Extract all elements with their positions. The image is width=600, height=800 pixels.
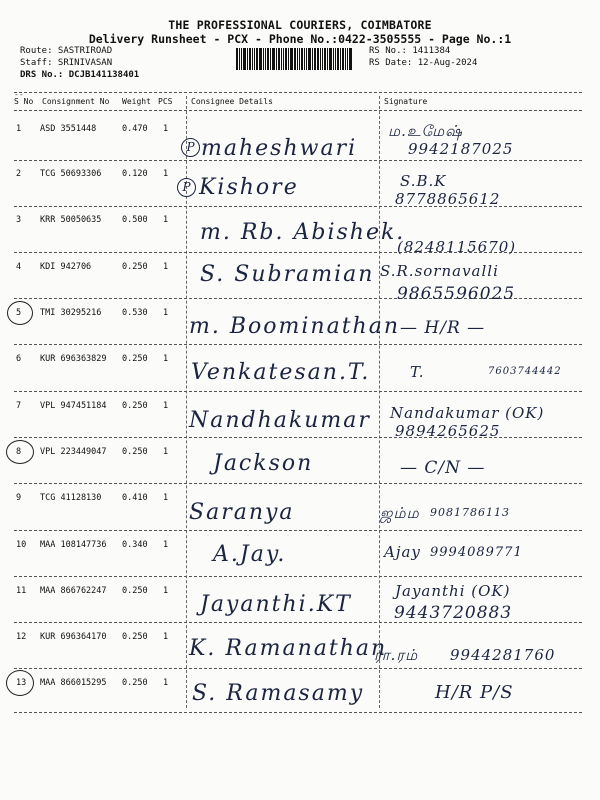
row-divider — [14, 576, 582, 577]
row-pcs: 1 — [163, 262, 169, 272]
signature: S.B.K — [400, 172, 447, 190]
barcode-bar — [236, 48, 238, 70]
table-row — [0, 169, 600, 209]
signature-phone: 8778865612 — [395, 190, 501, 208]
barcode-bar — [345, 48, 346, 70]
barcode-bar — [324, 48, 326, 70]
barcode-bar — [267, 48, 269, 70]
col-header-signature: Signature — [384, 97, 428, 106]
row-weight: 0.250 — [122, 632, 148, 642]
barcode-bar — [270, 48, 271, 70]
row-pcs: 1 — [163, 308, 169, 318]
staff-label: Staff: SRINIVASAN — [20, 58, 113, 68]
row-weight: 0.340 — [122, 540, 148, 550]
column-header-rule — [14, 110, 582, 111]
barcode-bar — [301, 48, 303, 70]
row-divider — [14, 483, 582, 484]
barcode-bar — [329, 48, 332, 70]
row-pcs: 1 — [163, 540, 169, 550]
barcode-bar — [283, 48, 284, 70]
row-consignment: MAA 866762247 — [40, 586, 107, 596]
row-sno: 13 — [16, 678, 27, 688]
row-weight: 0.250 — [122, 401, 148, 411]
row-sno: 10 — [16, 540, 27, 550]
barcode-bar — [290, 48, 293, 70]
barcode-bar — [320, 48, 321, 70]
barcode-bar — [297, 48, 298, 70]
row-weight: 0.250 — [122, 447, 148, 457]
row-pcs: 1 — [163, 447, 169, 457]
consignee-name: S. Subramian — [200, 262, 375, 287]
row-pcs: 1 — [163, 215, 169, 225]
p-circle-mark: P — [177, 178, 196, 197]
signature-phone: 9944281760 — [450, 646, 556, 664]
barcode-bar — [272, 48, 275, 70]
row-weight: 0.500 — [122, 215, 148, 225]
row-sno: 4 — [16, 262, 22, 272]
row-weight: 0.250 — [122, 586, 148, 596]
barcode-bar — [340, 48, 341, 70]
barcode-bar — [308, 48, 311, 70]
consignee-name: Venkatesan.T. — [191, 360, 371, 385]
row-weight: 0.250 — [122, 678, 148, 688]
row-sno: 5 — [16, 308, 22, 318]
barcode-bar — [252, 48, 253, 70]
consignee-name: Jayanthi.KT — [200, 592, 352, 617]
barcode-bar — [239, 48, 240, 70]
table-row — [0, 493, 600, 533]
row-divider — [14, 344, 582, 345]
row-sno: 2 — [16, 169, 22, 179]
route-label: Route: SASTRIROAD — [20, 46, 113, 56]
row-consignment: KUR 696363829 — [40, 354, 107, 364]
row-sno: 1 — [16, 124, 22, 134]
row-pcs: 1 — [163, 401, 169, 411]
barcode-bar — [288, 48, 289, 70]
barcode-bar — [335, 48, 336, 70]
row-sno: 7 — [16, 401, 22, 411]
row-weight: 0.470 — [122, 124, 148, 134]
col-header-consignee: Consignee Details — [191, 97, 273, 106]
sno-circle-mark — [6, 440, 34, 464]
row-pcs: 1 — [163, 632, 169, 642]
row-consignment: ASD 3551448 — [40, 124, 97, 134]
row-pcs: 1 — [163, 354, 169, 364]
consignee-name: K. Ramanathan — [189, 636, 388, 661]
barcode-bar — [265, 48, 266, 70]
row-consignment: VPL 947451184 — [40, 401, 107, 411]
barcode-bar — [285, 48, 287, 70]
barcode-bar — [281, 48, 282, 70]
row-weight: 0.530 — [122, 308, 148, 318]
signature-phone: 9081786113 — [430, 506, 510, 519]
signature-phone: 9865596025 — [397, 284, 516, 304]
row-weight: 0.120 — [122, 169, 148, 179]
barcode-bar — [314, 48, 316, 70]
barcode-bar — [247, 48, 248, 70]
barcode-bar — [243, 48, 246, 70]
row-pcs: 1 — [163, 493, 169, 503]
rs-number: RS No.: 1411384 — [369, 46, 451, 56]
row-weight: 0.410 — [122, 493, 148, 503]
barcode — [236, 48, 362, 70]
barcode-bar — [347, 48, 348, 70]
row-consignment: VPL 223449047 — [40, 447, 107, 457]
consignee-name: m. Boominathan — [189, 314, 400, 339]
barcode-bar — [294, 48, 296, 70]
signature: H/R P/S — [435, 682, 514, 703]
signature: Jayanthi (OK) — [395, 582, 511, 600]
row-pcs: 1 — [163, 124, 169, 134]
barcode-bar — [256, 48, 258, 70]
row-consignment: TMI 30295216 — [40, 308, 102, 318]
row-sno: 11 — [16, 586, 27, 596]
signature: ம.உமேஷ் — [388, 122, 463, 140]
signature: — H/R — — [400, 318, 486, 338]
barcode-bar — [254, 48, 255, 70]
consignee-name: Jackson — [213, 451, 314, 476]
barcode-bar — [349, 48, 352, 70]
row-consignment: KDI 942706 — [40, 262, 92, 272]
separator-dashes: -- — [14, 90, 24, 99]
rs-info — [369, 45, 477, 69]
barcode-bar — [241, 48, 242, 70]
p-circle-mark: P — [181, 138, 200, 157]
signature: Ajay — [384, 543, 421, 561]
signature-phone: 9994089771 — [430, 545, 523, 560]
signature-phone: 7603744442 — [488, 366, 562, 377]
signature-phone: 9443720883 — [394, 603, 513, 623]
row-divider — [14, 391, 582, 392]
barcode-bar — [278, 48, 280, 70]
row-sno: 3 — [16, 215, 22, 225]
row-weight: 0.250 — [122, 354, 148, 364]
barcode-bar — [276, 48, 277, 70]
barcode-bar — [337, 48, 339, 70]
row-sno: 6 — [16, 354, 22, 364]
consignee-name: Saranya — [189, 500, 295, 525]
row-sno: 12 — [16, 632, 27, 642]
col-header-weight: Weight — [122, 97, 151, 106]
sno-circle-mark — [7, 301, 33, 325]
runsheet-subtitle: Delivery Runsheet - PCX - Phone No.:0422-3505555 - Page No.:1 — [88, 32, 512, 46]
barcode-bar — [317, 48, 319, 70]
company-title: THE PROFESSIONAL COURIERS, COIMBATORE — [168, 18, 432, 32]
row-weight: 0.250 — [122, 262, 148, 272]
consignee-name: A.Jay. — [213, 542, 287, 567]
signature: Nandakumar (OK) — [390, 404, 545, 422]
row-pcs: 1 — [163, 678, 169, 688]
barcode-bar — [333, 48, 334, 70]
signature: S.R.sornavalli — [380, 262, 499, 280]
row-pcs: 1 — [163, 586, 169, 596]
row-consignment: KUR 696364170 — [40, 632, 107, 642]
signature: T. — [410, 363, 425, 381]
sno-circle-mark — [6, 670, 34, 696]
row-consignment: KRR 50050635 — [40, 215, 102, 225]
barcode-bar — [322, 48, 323, 70]
row-sno: 9 — [16, 493, 22, 503]
signature-phone: 9894265625 — [395, 422, 501, 440]
col-header-consignment: Consignment No — [42, 97, 110, 106]
barcode-bar — [306, 48, 307, 70]
barcode-bar — [327, 48, 328, 70]
route-info — [20, 45, 139, 81]
consignee-name: maheshwari — [201, 136, 358, 161]
row-consignment: TCG 50693306 — [40, 169, 102, 179]
row-consignment: TCG 41128130 — [40, 493, 102, 503]
row-consignment: MAA 866015295 — [40, 678, 107, 688]
barcode-bar — [249, 48, 251, 70]
consignee-name: Nandhakumar — [189, 408, 371, 433]
row-divider — [14, 668, 582, 669]
barcode-bar — [312, 48, 313, 70]
barcode-bar — [342, 48, 344, 70]
col-header-sno: S No — [14, 97, 34, 106]
row-pcs: 1 — [163, 169, 169, 179]
signature-phone: (8248115670) — [397, 238, 517, 256]
barcode-bar — [304, 48, 305, 70]
consignee-name: m. Rb. Abishek. — [200, 220, 406, 245]
row-divider — [14, 530, 582, 531]
header-rule — [14, 92, 582, 93]
barcode-bar — [259, 48, 262, 70]
row-consignment: MAA 108147736 — [40, 540, 107, 550]
row-divider — [14, 712, 582, 713]
drs-number: DRS No.: DCJB141138401 — [20, 70, 140, 80]
col-header-pcs: PCS — [158, 97, 173, 106]
barcode-bar — [263, 48, 264, 70]
signature: ரா.ரம் — [374, 646, 419, 664]
signature-phone: 9942187025 — [408, 140, 514, 158]
consignee-name: Kishore — [199, 175, 299, 200]
barcode-bar — [299, 48, 300, 70]
rs-date: RS Date: 12-Aug-2024 — [369, 58, 478, 68]
signature: ஜம்ம — [380, 504, 420, 522]
signature: — C/N — — [400, 458, 486, 478]
row-sno: 8 — [16, 447, 22, 457]
consignee-name: S. Ramasamy — [192, 681, 365, 706]
